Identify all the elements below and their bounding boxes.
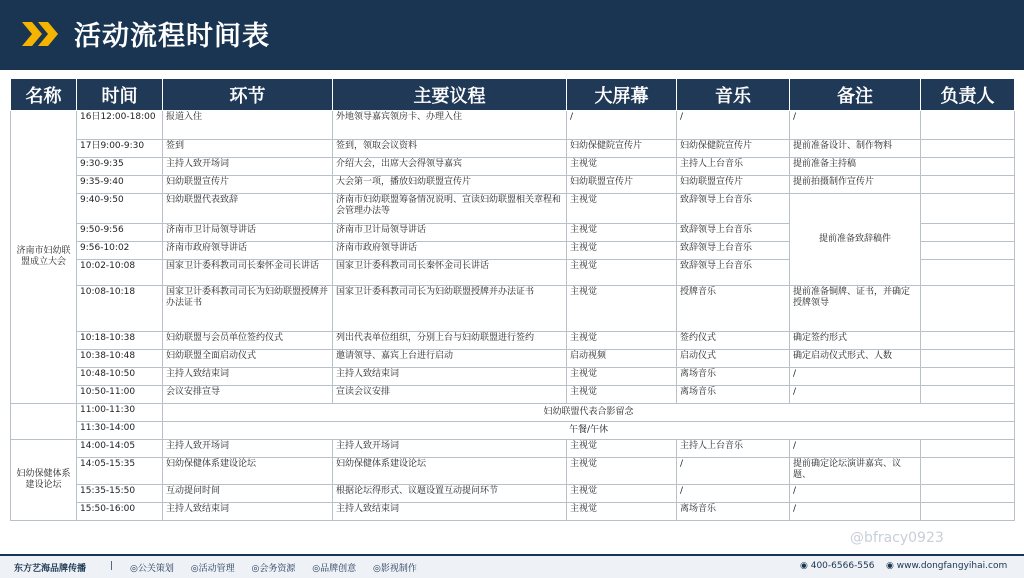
section-name-cell: 妇幼保健体系建设论坛 [11,440,77,521]
owner-cell [921,386,1015,404]
agenda-cell: 主持人致结束词 [333,503,567,521]
footer-divider: | [110,561,114,571]
table-row [11,158,1015,176]
title-bar [0,0,1024,70]
time-cell: 9:56-10:02 [77,242,163,260]
footer-nav [130,561,431,574]
music-cell: 离场音乐 [677,386,790,404]
footer-nav-item: ◎影视制作 [373,564,417,574]
note-cell: / [790,503,921,521]
table-row [11,404,1015,422]
column-header-note: 备注 [790,79,921,111]
table-row [11,194,1015,224]
step-cell: 报道入住 [163,111,333,140]
step-cell: 妇幼联盟与会员单位签约仪式 [163,332,333,350]
phone-icon: ◉ [800,561,808,571]
globe-icon: ◉ [886,561,894,571]
step-cell: 妇幼联盟代表致辞 [163,194,333,224]
time-cell: 9:50-9:56 [77,224,163,242]
screen-cell: 主视觉 [567,194,677,224]
screen-cell: / [567,111,677,140]
time-cell: 15:35-15:50 [77,485,163,503]
step-cell: 妇幼联盟全面启动仪式 [163,350,333,368]
music-cell: 离场音乐 [677,503,790,521]
schedule-table [10,78,1015,521]
section-name-cell: 济南市妇幼联盟成立大会 [11,111,77,404]
table-row [11,485,1015,503]
screen-cell: 主视觉 [567,503,677,521]
screen-cell: 主视觉 [567,368,677,386]
owner-cell [921,458,1015,485]
footer-nav-item: ◎活动管理 [190,564,235,574]
music-cell: 致辞领导上台音乐 [677,260,790,286]
table-row [11,422,1015,440]
merged-cell: 午餐/午休 [163,422,1015,440]
footer-nav-item: ◎公关策划 [130,564,174,574]
screen-cell: 主视觉 [567,260,677,286]
music-cell: 启动仪式 [677,350,790,368]
screen-cell: 妇幼保健院宣传片 [567,140,677,158]
music-cell: 致辞领导上台音乐 [677,224,790,242]
step-cell: 妇幼联盟宣传片 [163,176,333,194]
agenda-cell: 主持人致开场词 [333,440,567,458]
time-cell: 10:18-10:38 [77,332,163,350]
music-cell: 妇幼联盟宣传片 [677,176,790,194]
music-cell: 签约仪式 [677,332,790,350]
agenda-cell: 签到，领取会议资料 [333,140,567,158]
owner-cell [921,194,1015,224]
footer [0,554,1024,578]
owner-cell [921,242,1015,260]
note-cell: / [790,440,921,458]
note-cell: / [790,111,921,140]
screen-cell: 主视觉 [567,242,677,260]
footer-nav-item: ◎会务资源 [251,564,296,574]
table-row [11,458,1015,485]
time-cell: 9:30-9:35 [77,158,163,176]
owner-cell [921,158,1015,176]
time-cell: 14:00-14:05 [77,440,163,458]
owner-cell [921,286,1015,332]
time-cell: 9:40-9:50 [77,194,163,224]
page-title: 活动流程时间表 [74,21,270,52]
owner-cell [921,140,1015,158]
table-row [11,368,1015,386]
owner-cell [921,503,1015,521]
column-header-name: 名称 [11,79,77,111]
time-cell: 11:00-11:30 [77,404,163,422]
agenda-cell: 邀请领导、嘉宾上台进行启动 [333,350,567,368]
column-header-screen: 大屏幕 [567,79,677,111]
step-cell: 主持人致结束词 [163,503,333,521]
merged-cell: 妇幼联盟代表合影留念 [163,404,1015,422]
screen-cell: 妇幼联盟宣传片 [567,176,677,194]
screen-cell: 主视觉 [567,332,677,350]
column-header-music: 音乐 [677,79,790,111]
step-cell: 主持人致开场词 [163,440,333,458]
column-header-time: 时间 [77,79,163,111]
note-cell: 确定启动仪式形式、人数 [790,350,921,368]
time-cell: 9:35-9:40 [77,176,163,194]
step-cell: 主持人致开场词 [163,158,333,176]
note-cell: / [790,368,921,386]
screen-cell: 启动视频 [567,350,677,368]
note-cell: 提前拍摄制作宣传片 [790,176,921,194]
time-cell: 16日12:00-18:00 [77,111,163,140]
table-row [11,503,1015,521]
table-row [11,386,1015,404]
agenda-cell: 根据论坛得形式、议题设置互动提问环节 [333,485,567,503]
agenda-cell: 济南市卫计局领导讲话 [333,224,567,242]
footer-website[interactable]: ◉ www.dongfangyihai.com [886,561,1008,571]
step-cell: 主持人致结束词 [163,368,333,386]
table-row [11,440,1015,458]
owner-cell [921,260,1015,286]
agenda-cell: 妇幼保健体系建设论坛 [333,458,567,485]
screen-cell: 主视觉 [567,440,677,458]
table-row [11,286,1015,332]
music-cell: 主持人上台音乐 [677,158,790,176]
time-cell: 10:50-11:00 [77,386,163,404]
music-cell: / [677,485,790,503]
owner-cell [921,176,1015,194]
owner-cell [921,485,1015,503]
time-cell: 11:30-14:00 [77,422,163,440]
column-header-owner: 负责人 [921,79,1015,111]
time-cell: 15:50-16:00 [77,503,163,521]
agenda-cell: 列出代表单位组织，分别上台与妇幼联盟进行签约 [333,332,567,350]
time-cell: 10:02-10:08 [77,260,163,286]
screen-cell: 主视觉 [567,224,677,242]
owner-cell [921,332,1015,350]
music-cell: / [677,111,790,140]
note-cell: 提前确定论坛演讲嘉宾、议题、 [790,458,921,485]
time-cell: 10:48-10:50 [77,368,163,386]
footer-phone: ◉ 400-6566-556 [800,561,875,571]
table-row [11,176,1015,194]
note-cell: 提前准备主持稿 [790,158,921,176]
section-name-cell [11,404,77,440]
step-cell: 签到 [163,140,333,158]
music-cell: 离场音乐 [677,368,790,386]
step-cell: 济南市卫计局领导讲话 [163,224,333,242]
agenda-cell: 介绍大会，出席大会得领导嘉宾 [333,158,567,176]
screen-cell: 主视觉 [567,458,677,485]
step-cell: 济南市政府领导讲话 [163,242,333,260]
table-row [11,350,1015,368]
agenda-cell: 大会第一项，播放妇幼联盟宣传片 [333,176,567,194]
agenda-cell: 主持人致结束词 [333,368,567,386]
note-cell: 提前准备铜牌、证书，并确定授牌领导 [790,286,921,332]
screen-cell: 主视觉 [567,286,677,332]
music-cell: 主持人上台音乐 [677,440,790,458]
agenda-cell: 外地领导嘉宾领房卡、办理入住 [333,111,567,140]
table-row [11,111,1015,140]
time-cell: 17日9:00-9:30 [77,140,163,158]
step-cell: 国家卫计委科教司司长为妇幼联盟授牌并办法证书 [163,286,333,332]
note-cell: 提前准备设计、制作物料 [790,140,921,158]
agenda-cell: 国家卫计委科教司司长秦怀金司长讲话 [333,260,567,286]
owner-cell [921,111,1015,140]
music-cell: 致辞领导上台音乐 [677,242,790,260]
table-header-row [11,79,1015,111]
owner-cell [921,350,1015,368]
owner-cell [921,224,1015,242]
note-cell: / [790,386,921,404]
step-cell: 国家卫计委科教司司长秦怀金司长讲话 [163,260,333,286]
music-cell: 授牌音乐 [677,286,790,332]
music-cell: 致辞领导上台音乐 [677,194,790,224]
screen-cell: 主视觉 [567,485,677,503]
footer-brand: 东方艺海品牌传播 [14,564,87,574]
screen-cell: 主视觉 [567,158,677,176]
time-cell: 10:08-10:18 [77,286,163,332]
note-cell: / [790,485,921,503]
agenda-cell: 宣读会议安排 [333,386,567,404]
watermark: @bfracy0923 [850,530,944,546]
screen-cell: 主视觉 [567,386,677,404]
footer-nav-item: ◎品牌创意 [312,564,357,574]
chevron-right-icon [22,19,62,49]
step-cell: 妇幼保健体系建设论坛 [163,458,333,485]
column-header-agenda: 主要议程 [333,79,567,111]
agenda-cell: 济南市妇幼联盟筹备情况说明、宣读妇幼联盟相关章程和会管理办法等 [333,194,567,224]
time-cell: 14:05-15:35 [77,458,163,485]
agenda-cell: 国家卫计委科教司司长为妇幼联盟授牌并办法证书 [333,286,567,332]
note-cell-merged: 提前准备致辞稿件 [790,194,921,286]
note-cell: 确定签约形式 [790,332,921,350]
step-cell: 会议安排宣导 [163,386,333,404]
table-row [11,332,1015,350]
time-cell: 10:38-10:48 [77,350,163,368]
agenda-cell: 济南市政府领导讲话 [333,242,567,260]
column-header-step: 环节 [163,79,333,111]
owner-cell [921,368,1015,386]
music-cell: 妇幼保健院宣传片 [677,140,790,158]
owner-cell [921,440,1015,458]
step-cell: 互动提问时间 [163,485,333,503]
table-row [11,140,1015,158]
music-cell: / [677,458,790,485]
